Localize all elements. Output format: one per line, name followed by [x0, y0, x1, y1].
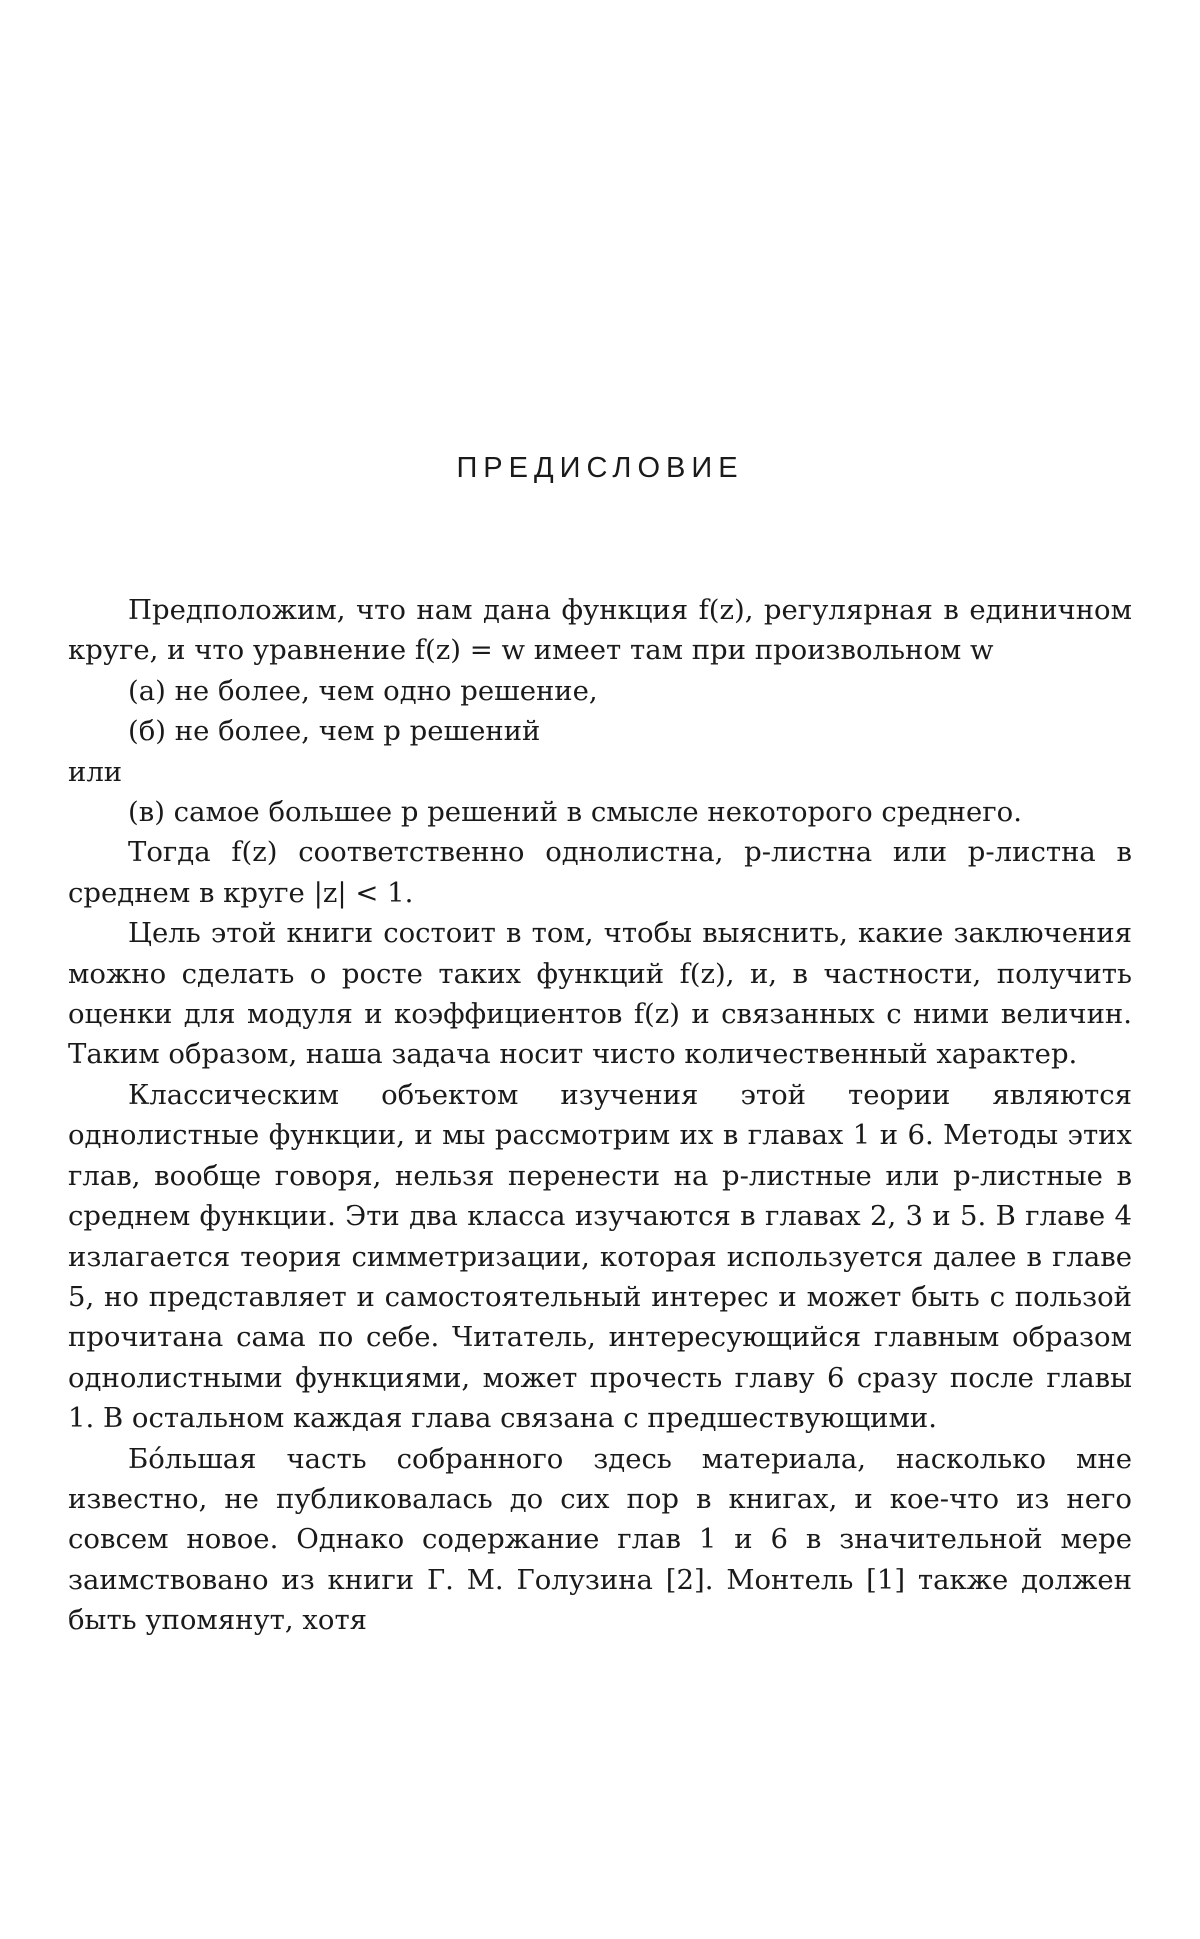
list-item-a: (а) не более, чем одно решение,	[128, 674, 598, 707]
list-item-c: (в) самое большее p решений в смысле некоторого среднего.	[128, 796, 1022, 829]
paragraph-intro: Предположим, что нам дана функция f(z), регулярная в единичном круге, и что уравнение f(z) = w имеет там при произвольном w	[68, 594, 1132, 667]
page-title: ПРЕДИСЛОВИЕ	[456, 452, 744, 484]
paragraph-then: Тогда f(z) соответственно однолистна, p-листна или p-листна в среднем в круге |z| < 1.	[68, 836, 1132, 909]
paragraph-or: или	[68, 755, 123, 788]
paragraph-material: Бóльшая часть собранного здесь материала, насколько мне известно, не публиковалась до сих пор в книгах, и кое-что из него совсем новое. Однако содержание глав 1 и 6 в значительной мере заимствовано из книги Г. М. Голузина [2]. Монтель [1] также должен быть упомянут, хотя	[68, 1442, 1132, 1637]
document-page	[68, 0, 1132, 1939]
list-item-b: (б) не более, чем p решений	[128, 715, 541, 748]
paragraph-goal: Цель этой книги состоит в том, чтобы выяснить, какие заключения можно сделать о росте таких функций f(z), и, в частности, получить оценки для модуля и коэффициентов f(z) и связанных с ними величин. Таким образом, наша задача носит чисто количественный характер.	[68, 917, 1132, 1071]
paragraph-classical: Классическим объектом изучения этой теории являются однолистные функции, и мы рассмотрим их в главах 1 и 6. Методы этих глав, вообще говоря, нельзя перенести на p-листные или p-листные в среднем функции. Эти два класса изучаются в главах 2, 3 и 5. В главе 4 излагается теория симметризации, которая используется далее в главе 5, но представляет и самостоятельный интерес и может быть с пользой прочитана сама по себе. Читатель, интересующийся главным образом однолистными функциями, может прочесть главу 6 сразу после главы 1. В остальном каждая глава связана с предшествующими.	[68, 1078, 1132, 1435]
body-text	[68, 590, 1132, 1641]
